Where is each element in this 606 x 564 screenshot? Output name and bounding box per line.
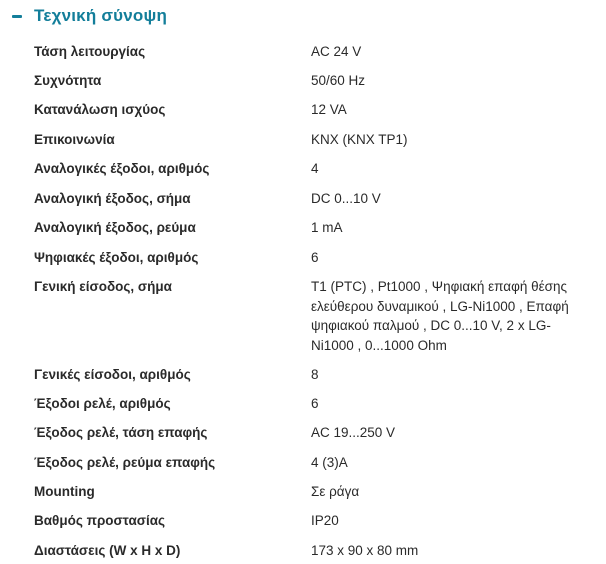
- spec-label: Έξοδοι ρελέ, αριθμός: [34, 396, 171, 411]
- spec-label: Έξοδος ρελέ, ρεύμα επαφής: [34, 455, 216, 470]
- spec-label: Συχνότητα: [34, 73, 102, 88]
- spec-value: AC 19...250 V: [311, 425, 396, 440]
- spec-label: Έξοδος ρελέ, τάση επαφής: [34, 425, 208, 440]
- spec-label: Τάση λειτουργίας: [34, 44, 146, 59]
- spec-label: Mounting: [34, 484, 95, 499]
- spec-value: 6: [311, 396, 319, 411]
- spec-label: Αναλογικές έξοδοι, αριθμός: [34, 161, 210, 176]
- spec-value: KNX (KNX TP1): [311, 132, 408, 147]
- spec-value: 12 VA: [311, 102, 347, 117]
- spec-label: Γενικές είσοδοι, αριθμός: [34, 367, 191, 382]
- spec-value: AC 24 V: [311, 44, 362, 59]
- spec-value: T1 (PTC) , Pt1000 , Ψηφιακή επαφή θέσης ελεύθερου δυναμικού , LG-Ni1000 , Επαφή ψηφιακού παλμού , DC 0...10 V, 2 x LG-Ni1000 , 0...1000 Ohm: [311, 279, 569, 353]
- spec-value: 4 (3)A: [311, 455, 348, 470]
- spec-label: Αναλογική έξοδος, σήμα: [34, 191, 191, 206]
- spec-value: DC 0...10 V: [311, 191, 381, 206]
- section-title: Τεχνική σύνοψη: [34, 6, 168, 25]
- spec-label: Γενική είσοδος, σήμα: [34, 279, 172, 294]
- spec-value: Σε ράγα: [311, 484, 360, 499]
- spec-label: Βαθμός προστασίας: [34, 513, 166, 528]
- spec-label: Επικοινωνία: [34, 132, 115, 147]
- spec-value: 4: [311, 161, 319, 176]
- spec-value: 50/60 Hz: [311, 73, 366, 88]
- spec-value: 1 mA: [311, 220, 343, 235]
- spec-label: Κατανάλωση ισχύος: [34, 102, 166, 117]
- spec-label: Αναλογική έξοδος, ρεύμα: [34, 220, 196, 235]
- section-header-technical-overview[interactable]: [0, 0, 606, 34]
- spec-label: Διαστάσεις (W x H x D): [34, 543, 181, 558]
- minus-icon[interactable]: [12, 15, 22, 18]
- spec-value: IP20: [311, 513, 339, 528]
- spec-value: 6: [311, 250, 319, 265]
- spec-value: 8: [311, 367, 319, 382]
- spec-label: Ψηφιακές έξοδοι, αριθμός: [34, 250, 199, 265]
- spec-value: 173 x 90 x 80 mm: [311, 543, 419, 558]
